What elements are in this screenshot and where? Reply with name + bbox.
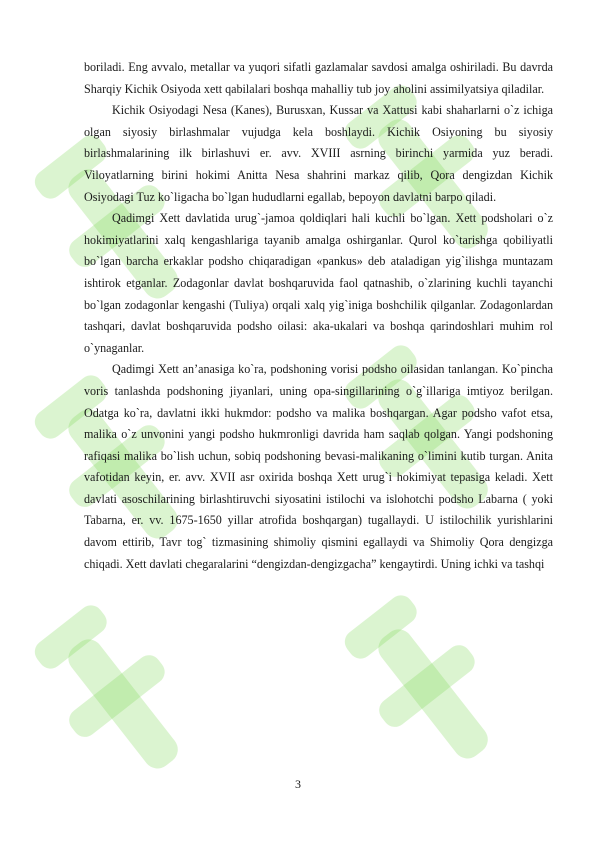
paragraph-3: Qadimgi Xett davlatida urug`-jamoa qoldiqlari hali kuchli bo`lgan. Xett podsholari o`z hokimiyatlarini xalq kengashlariga tayanib amalga oshirganlar. Qurol ko`tarishga qobiliyatli bo`lgan barcha erkaklar podsho chiqaradigan «pankus» deb ataladigan yig`ilishga muntazam ishtirok etganlar. Zodagonlar davlat boshqaruvida faol qatnashib, o`zlarining kuchli tayanchi bo`lgan zodagonlar kengashi (Tuliya) orqali xalq yig`iniga boshchilik qilganlar. Zodagonlardan tashqari, davlat boshqaruvida podsho oilasi: aka-ukalari va boshqa qarindoshlari muhim rol o`ynaganlar. [84,211,553,355]
paragraph-2: Kichik Osiyodagi Nesa (Kanes), Burusxan, Kussar va Xattusi kabi shaharlarni o`z ichiga olgan siyosiy birlashmalar vujudga kela boshlaydi. Kichik Osiyoning bu siyosiy birlashmalarining ilk birlashuvi er. avv. XVIII asrning birinchi yarmida yuz beradi. Viloyatlarning birini hokimi Anitta Nesa shahrini markaz qilib, Qora dengizdan Kichik Osiyodagi Tuz ko`ligacha bo`lgan hududlarni egallab, bepoyon davlatni barpo qiladi. [84,103,553,204]
body-text [84,57,553,575]
watermark-tile-5 [18,591,212,797]
paragraph-1: boriladi. Eng avvalo, metallar va yuqori sifatli gazlamalar savdosi amalga oshiriladi. Bu davrda Sharqiy Kichik Osiyoda xett qabilalari boshqa mahalliy tub joy aholini assimilyatsiya qiladilar. [84,60,553,96]
paragraph-4: Qadimgi Xett an’anasiga ko`ra, podshoning vorisi podsho oilasidan tanlangan. Ko`pincha voris tanlashda podshoning jiyanlari, uning opa-singillarining o`g`illariga imtiyoz berilgan. Odatga ko`ra, davlatni ikki hukmdor: podsho va malika boshqargan. Agar podsho vafot etsa, malika o`z unvonini yangi podsho hukmronligi davrida ham saqlab qolgan. Yangi podshoning rafiqasi malika bo`lish uchun, sobiq podshoning bevasi-malikaning o`limini kutib turgan. Anita vafotidan keyin, er. avv. XVII asr oxirida boshqa Xett urug`i hokimiyat tepasiga keladi. Xett davlati asoschilarining birlashtiruvchi siyosatini istilochi va islohotchi podsho Labarna ( yoki Tabarna, er. vv. 1675-1650 yillar atrofida boshqargan) tugallaydi. U istilochilik yurishlarini davom ettirib, Tavr tog` tizmasining shimoliy qismini egallaydi va Shimoliy Qora dengizga chiqadi. Xett davlati chegaralarini “dengizdan-dengizgacha” kengaytirdi. Uning ichki va tashqi [84,362,553,571]
page-number: 3 [295,777,301,791]
watermark-tile-6 [328,581,522,787]
